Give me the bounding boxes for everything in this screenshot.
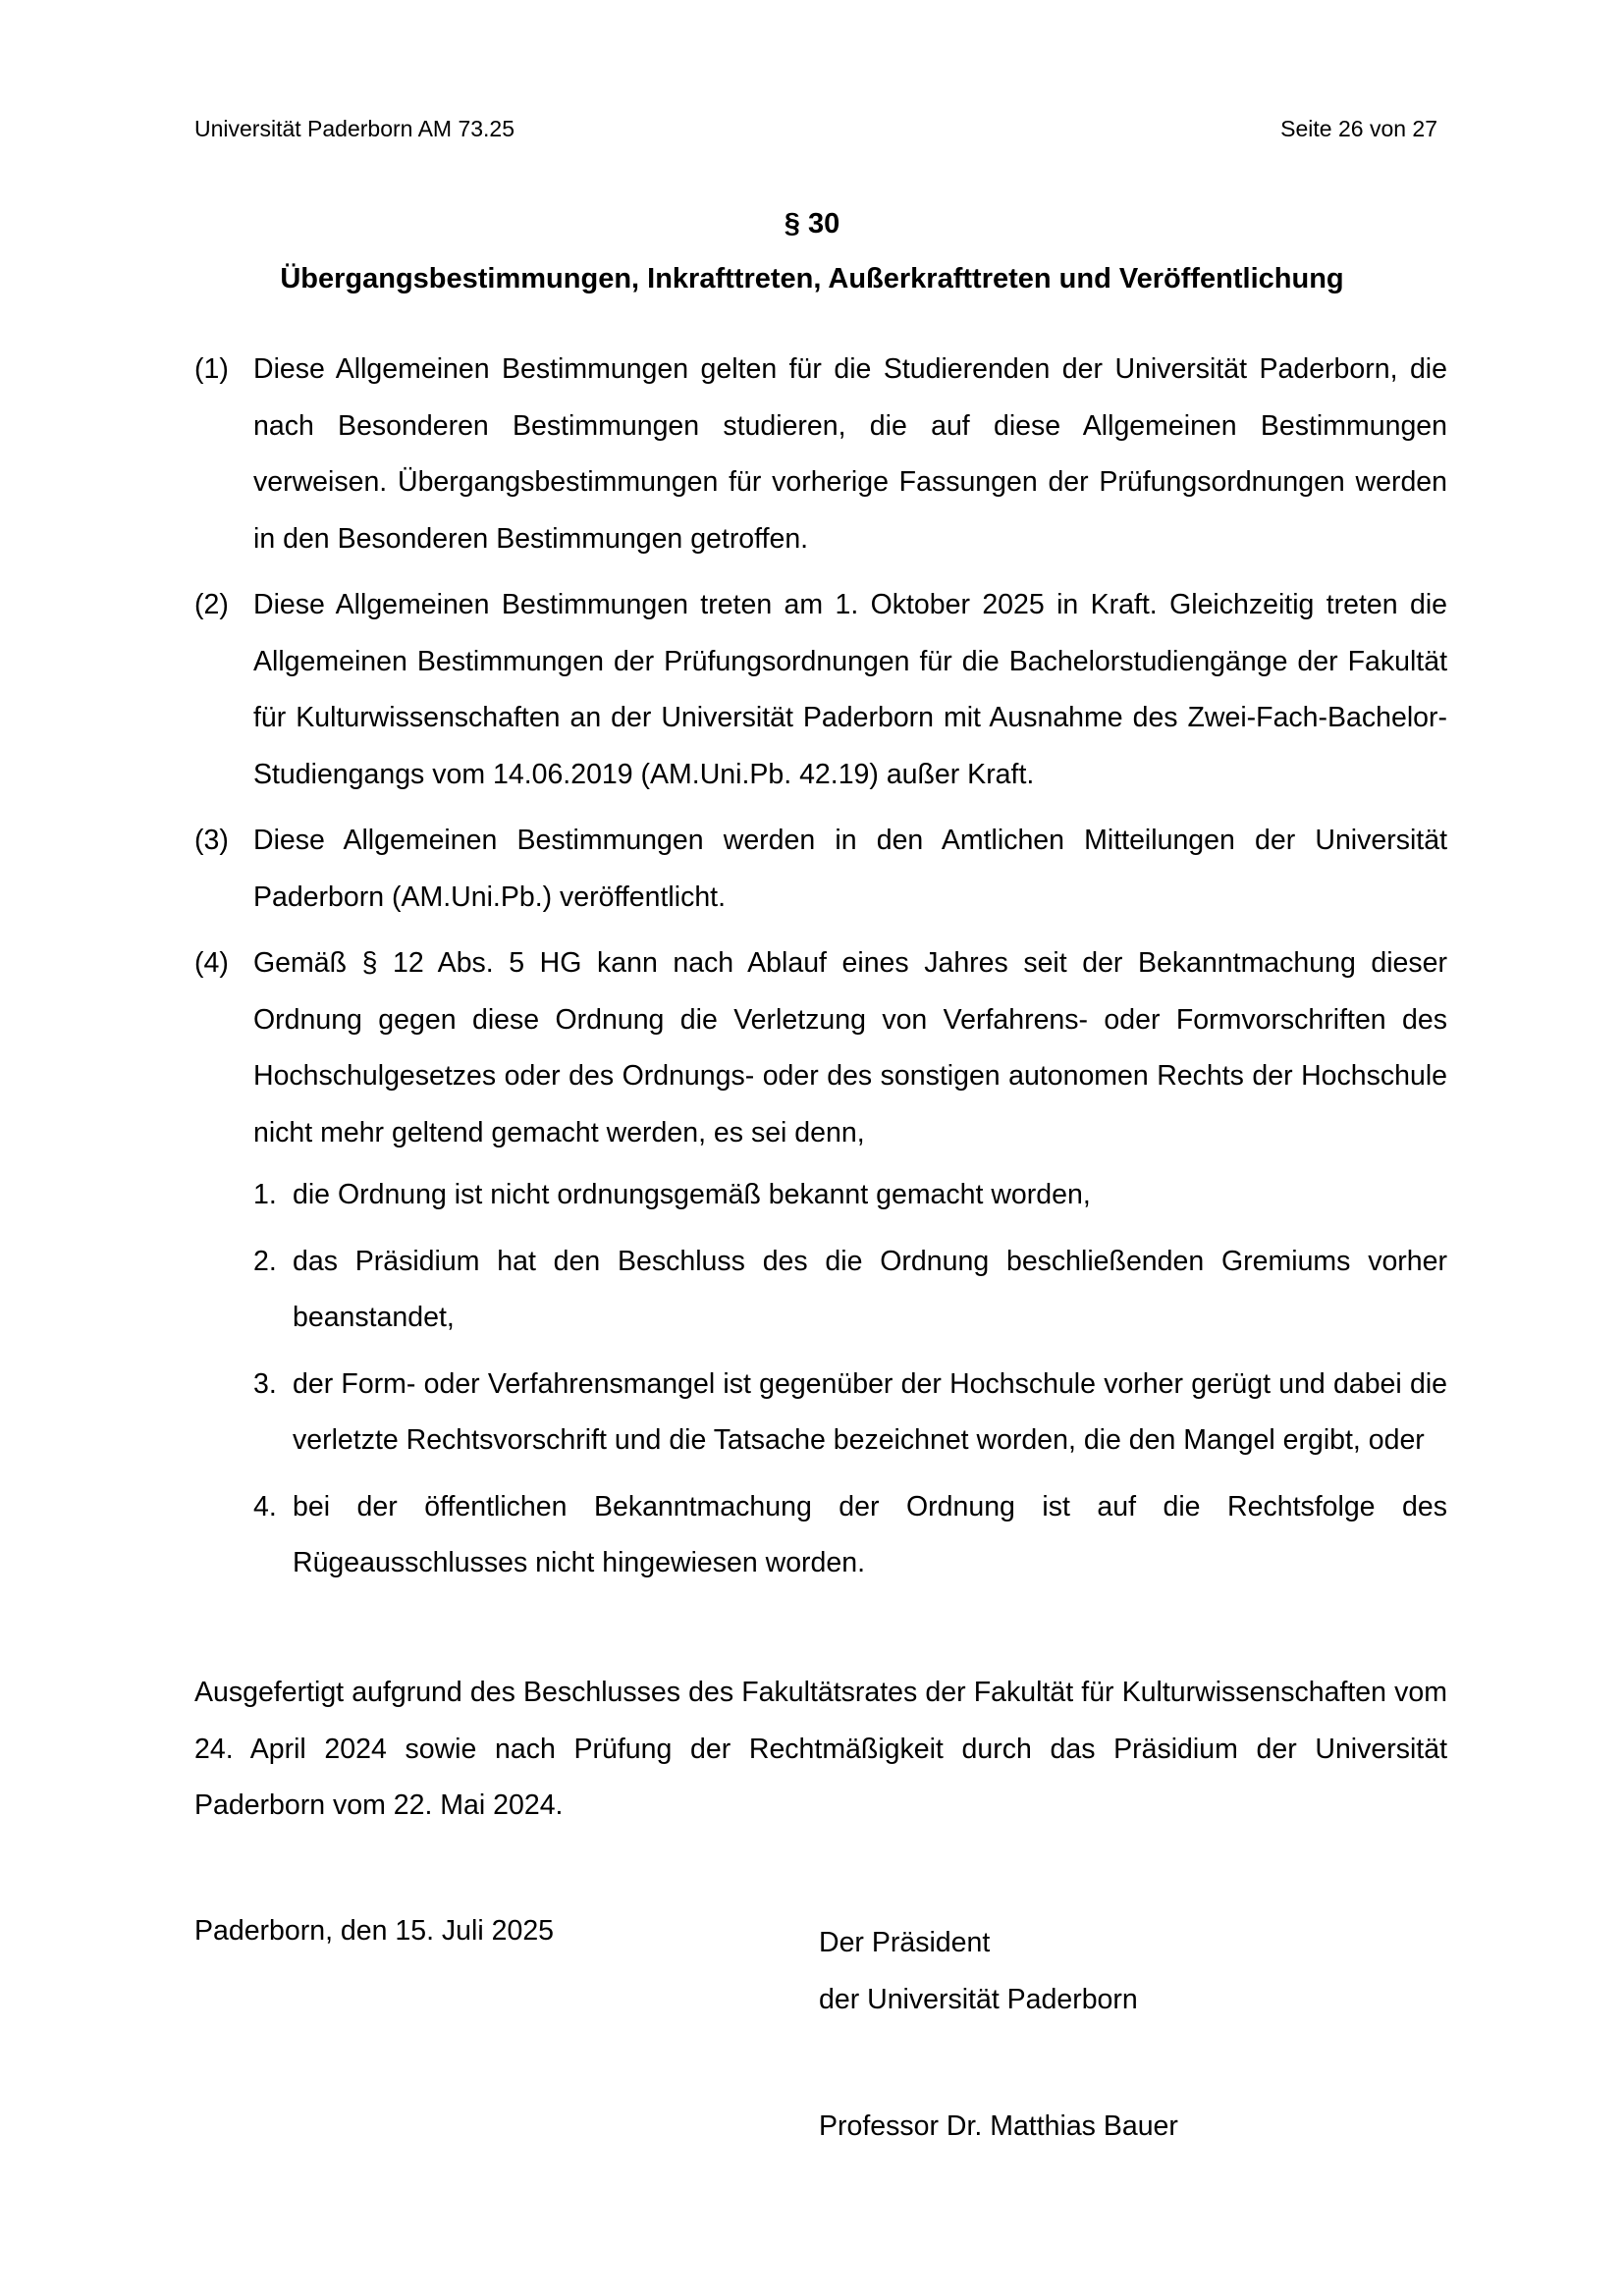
section-title: Übergangsbestimmungen, Inkrafttreten, Außerkrafttreten und Veröffentlichung — [280, 263, 1344, 294]
list-item — [253, 1357, 1447, 1469]
signatory-role: Der Präsident — [819, 1927, 991, 1958]
paragraph-3 — [194, 813, 1447, 926]
list-item — [253, 1479, 1447, 1592]
signatory-institution: der Universität Paderborn — [819, 1983, 1138, 2015]
list-item-number: 2. — [253, 1245, 277, 1277]
header-page-number: Seite 26 von 27 — [1280, 116, 1437, 141]
paragraph-4 — [194, 935, 1447, 1592]
list-item-number: 3. — [253, 1367, 277, 1400]
paragraph-text: Diese Allgemeinen Bestimmungen werden in den Amtlichen Mitteilungen der Universität Paderborn (AM.Uni.Pb.) veröffentlicht. — [253, 825, 1447, 913]
signatory-block — [819, 1915, 1138, 2028]
closing-statement: Ausgefertigt aufgrund des Beschlusses des Fakultätsrates der Fakultät für Kulturwissenschaften vom 24. April 2024 sowie nach Prüfung der Rechtmäßigkeit durch das Präsidium der Universität Paderborn vom 22. Mai 2024. — [194, 1677, 1447, 1821]
list-item-text: die Ordnung ist nicht ordnungsgemäß bekannt gemacht worden, — [293, 1179, 1091, 1210]
section-number: § 30 — [784, 208, 840, 240]
signatory-name: Professor Dr. Matthias Bauer — [819, 2110, 1178, 2142]
paragraph-text: Gemäß § 12 Abs. 5 HG kann nach Ablauf eines Jahres seit der Bekanntmachung dieser Ordnung gegen diese Ordnung die Verletzung von Verfahrens- oder Formvorschriften des Hochschulgesetzes oder des Ordnungs- oder des sonstigen autonomen Rechts der Hochschule nicht mehr geltend gemacht werden, es sei denn, — [253, 947, 1447, 1148]
paragraph-text: Diese Allgemeinen Bestimmungen treten am 1. Oktober 2025 in Kraft. Gleichzeitig treten die Allgemeinen Bestimmungen der Prüfungsordnungen für die Bachelorstudiengänge der Fakultät für Kulturwissenschaften an der Universität Paderborn mit Ausnahme des Zwei-Fach-Bachelor-Studiengangs vom 14.06.2019 (AM.Uni.Pb. 42.19) außer Kraft. — [253, 589, 1447, 790]
list-item-text: bei der öffentlichen Bekanntmachung der Ordnung ist auf die Rechtsfolge des Rügeausschlusses nicht hingewiesen worden. — [293, 1490, 1447, 1578]
list-item — [253, 1234, 1447, 1347]
list-item-text: der Form- oder Verfahrensmangel ist gegenüber der Hochschule vorher gerügt und dabei die verletzte Rechtsvorschrift und die Tatsache bezeichnet worden, die den Mangel ergibt, oder — [293, 1367, 1447, 1456]
header-document-id: Universität Paderborn AM 73.25 — [194, 116, 515, 141]
paragraph-number: (3) — [194, 825, 229, 856]
list-item — [253, 1167, 1447, 1224]
list-item-number: 4. — [253, 1490, 277, 1522]
list-item-text: das Präsidium hat den Beschluss des die Ordnung beschließenden Gremiums vorher beanstandet, — [293, 1245, 1447, 1333]
running-header — [194, 116, 1437, 142]
paragraph-number: (4) — [194, 947, 229, 979]
place-date: Paderborn, den 15. Juli 2025 — [194, 1915, 555, 1947]
paragraph-number: (1) — [194, 353, 229, 385]
paragraph-text: Diese Allgemeinen Bestimmungen gelten für die Studierenden der Universität Paderborn, die nach Besonderen Bestimmungen studieren, die auf diese Allgemeinen Bestimmungen verweisen. Übergangsbestimmungen für vorherige Fassungen der Prüfungsordnungen werden in den Besonderen Bestimmungen getroffen. — [253, 353, 1447, 555]
paragraph-1 — [194, 342, 1447, 567]
section-body — [194, 342, 1447, 1602]
paragraph-number: (2) — [194, 589, 229, 620]
paragraph-2 — [194, 577, 1447, 803]
exception-list — [253, 1167, 1447, 1592]
list-item-number: 1. — [253, 1179, 277, 1210]
